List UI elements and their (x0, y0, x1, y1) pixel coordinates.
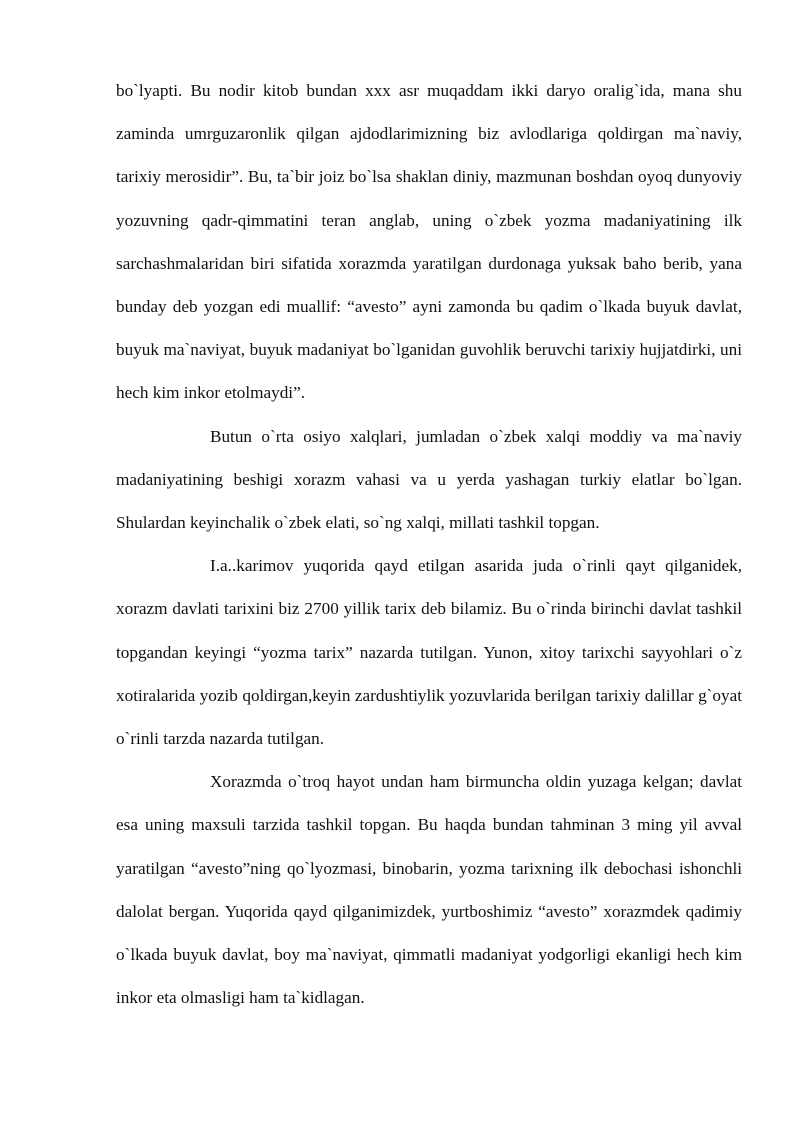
paragraph-1: bo`lyapti. Bu nodir kitob bundan xxx asr muqaddam ikki daryo oralig`ida, mana shu zaminda umrguzaronlik qilgan ajdodlarimizning biz avlodlariga qoldirgan ma`naviy, tarixiy merosidir”. Bu, ta`bir joiz bo`lsa shaklan diniy, mazmunan boshdan oyoq dunyoviy yozuvning qadr-qimmatini teran anglab, uning o`zbek yozma madaniyatining ilk sarchashmalaridan biri sifatida xorazmda yaratilgan durdonaga yuksak baho berib, yana bunday deb yozgan edi muallif: “avesto” ayni zamonda bu qadim o`lkada buyuk davlat, buyuk ma`naviyat, buyuk madaniyat bo`lganidan guvohlik beruvchi tarixiy hujjatdirki, uni hech kim inkor etolmaydi”. (116, 81, 742, 403)
paragraph-3: I.a..karimov yuqorida qayd etilgan asarida juda o`rinli qayt qilganidek, xorazm davlati tarixini biz 2700 yillik tarix deb bilamiz. Bu o`rinda birinchi davlat tashkil topgandan keyingi “yozma tarix” nazarda tutilgan. Yunon, xitoy tarixchi sayyohlari o`z xotiralarida yozib qoldirgan,keyin zardushtiylik yozuvlarida berilgan tarixiy dalillar g`oyat o`rinli tarzda nazarda tutilgan. (116, 556, 742, 749)
document-body (116, 69, 742, 1019)
paragraph-4: Xorazmda o`troq hayot undan ham birmuncha oldin yuzaga kelgan; davlat esa uning maxsuli tarzida tashkil topgan. Bu haqda bundan tahminan 3 ming yil avval yaratilgan “avesto”ning qo`lyozmasi, binobarin, yozma tarixning ilk debochasi ishonchli dalolat bergan. Yuqorida qayd qilganimizdek, yurtboshimiz “avesto” xorazmdek qadimiy o`lkada buyuk davlat, boy ma`naviyat, qimmatli madaniyat yodgorligi ekanligi hech kim inkor eta olmasligi ham ta`kidlagan. (116, 772, 742, 1008)
paragraph-2: Butun o`rta osiyo xalqlari, jumladan o`zbek xalqi moddiy va ma`naviy madaniyatining beshigi xorazm vahasi va u yerda yashagan turkiy elatlar bo`lgan. Shulardan keyinchalik o`zbek elati, so`ng xalqi, millati tashkil topgan. (116, 426, 742, 533)
